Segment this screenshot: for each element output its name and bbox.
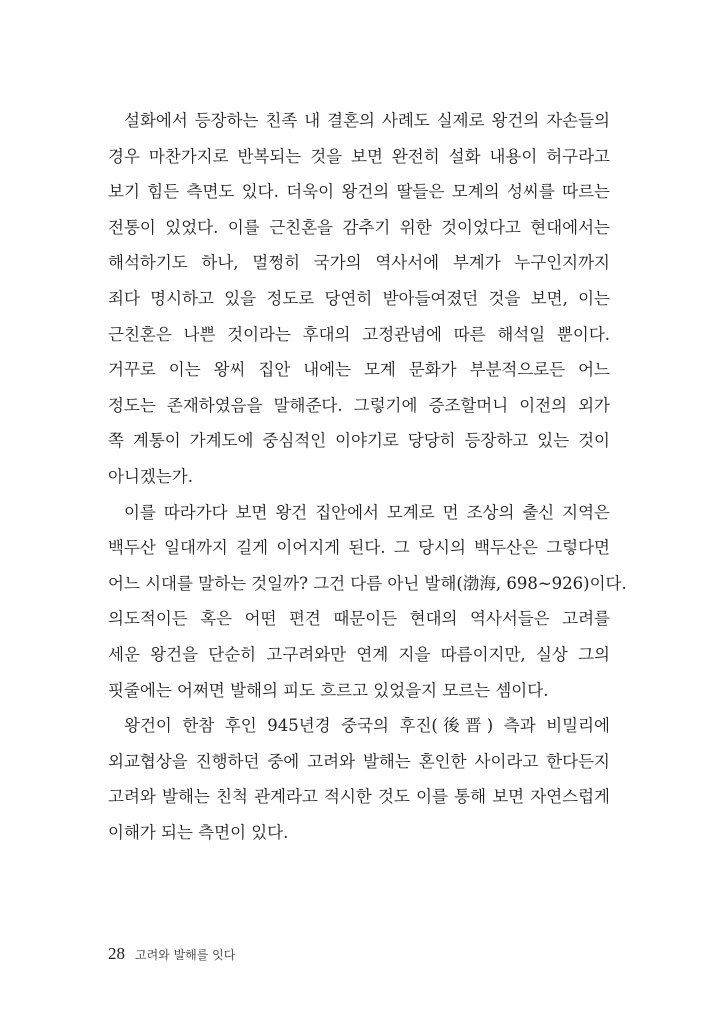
text-line: 이해가 되는 측면이 있다. — [108, 822, 289, 842]
text-line: 왕건이 한참 후인 945년경 중국의 후진(後晋) 측과 비밀리에 — [124, 716, 610, 736]
text-line: 죄다 명시하고 있을 정도로 당연히 받아들여졌던 것을 보면, 이는 — [108, 288, 610, 308]
running-title: 고려와 발해를 잇다 — [135, 948, 236, 962]
paragraph-1 — [108, 103, 610, 495]
text-line: 세운 왕건을 단순히 고구려와만 연계 지을 따름이지만, 실상 그의 — [108, 644, 610, 664]
text-line: 경우 마찬가지로 반복되는 것을 보면 완전히 설화 내용이 허구라고 — [108, 146, 610, 166]
text-line: 이를 따라가다 보면 왕건 집안에서 모계로 먼 조상의 출신 지역은 — [124, 502, 610, 522]
page-footer — [108, 944, 235, 964]
page-number: 28 — [108, 944, 125, 963]
text-line: 해석하기도 하나, 멀쩡히 국가의 역사서에 부계가 누구인지까지 — [108, 253, 610, 273]
text-line: 고려와 발해는 친척 관계라고 적시한 것도 이를 통해 보면 자연스럽게 — [108, 787, 610, 807]
text-line: 거꾸로 이는 왕씨 집안 내에는 모계 문화가 부분적으로든 어느 — [108, 360, 610, 380]
text-line: 외교협상을 진행하던 중에 고려와 발해는 혼인한 사이라고 한다든지 — [108, 751, 610, 771]
text-line: 전통이 있었다. 이를 근친혼을 감추기 위한 것이었다고 현대에서는 — [108, 217, 610, 237]
text-line: 정도는 존재하였음을 말해준다. 그렇기에 증조할머니 이전의 외가 — [108, 395, 610, 415]
text-line: 쪽 계통이 가계도에 중심적인 이야기로 당당히 등장하고 있는 것이 — [108, 431, 610, 451]
text-line: 의도적이든 혹은 어떤 편견 때문이든 현대의 역사서들은 고려를 — [108, 609, 610, 629]
text-line: 백두산 일대까지 길게 이어지게 된다. 그 당시의 백두산은 그렇다면 — [108, 538, 610, 558]
text-line: 설화에서 등장하는 친족 내 결혼의 사례도 실제로 왕건의 자손들의 — [124, 111, 610, 130]
text-line: 아니겠는가. — [108, 466, 193, 486]
text-line: 어느 시대를 말하는 것일까? 그건 다름 아닌 발해(渤海, 698~926)이다. — [108, 573, 627, 593]
body-text — [108, 103, 627, 850]
text-line: 핏줄에는 어쩌면 발해의 피도 흐르고 있었을지 모르는 셈이다. — [108, 680, 549, 700]
paragraph-2 — [108, 495, 627, 709]
text-line: 근친혼은 나쁜 것이라는 후대의 고정관념에 따른 해석일 뿐이다. — [108, 324, 610, 344]
paragraph-3 — [108, 708, 610, 850]
text-line: 보기 힘든 측면도 있다. 더욱이 왕건의 딸들은 모계의 성씨를 따르는 — [108, 182, 610, 202]
